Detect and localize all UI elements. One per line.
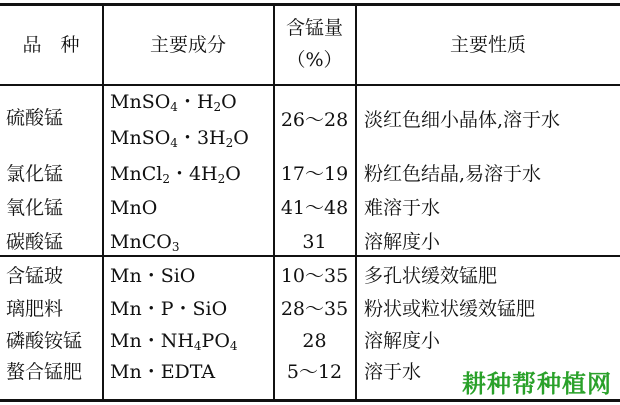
row-mn-content: 10～35 [280, 265, 349, 287]
row-property: 溶于水 [364, 361, 422, 383]
header-mn-content-unit: （%） [286, 49, 343, 71]
formula-part: O [225, 163, 241, 185]
formula-part: 4 [170, 100, 178, 114]
formula-part: 2 [162, 172, 170, 186]
formula-part: MnSO [110, 91, 171, 113]
row-mn-content: 41～48 [280, 197, 349, 219]
formula-part: 3 [171, 240, 180, 254]
formula-part: 4 [229, 339, 238, 353]
formula-part: O [221, 91, 237, 113]
row-property: 难溶于水 [364, 197, 441, 219]
row-formula [110, 230, 179, 254]
row-mn-content: 28～35 [280, 298, 349, 320]
row-formula [110, 329, 238, 353]
row-formula [110, 360, 215, 384]
formula-part: Mn・P・SiO [110, 298, 228, 320]
formula-part: Mn・EDTA [110, 361, 216, 383]
row-mn-content: 17～19 [280, 163, 349, 185]
row-variety: 碳酸锰 [6, 231, 64, 253]
header-rule [0, 84, 620, 86]
col-divider-3 [355, 5, 357, 400]
formula-part: 4 [193, 339, 202, 353]
row-property: 粉红色结晶,易溶于水 [364, 163, 542, 185]
formula-part: 2 [225, 136, 234, 150]
row-formula [110, 297, 227, 321]
row-mn-content: 26～28 [280, 109, 349, 131]
bottom-rule [0, 399, 620, 402]
header-variety: 品 种 [22, 34, 80, 56]
formula-part: ・H [177, 91, 214, 113]
header-main-component: 主要成分 [149, 34, 226, 56]
row-variety: 硫酸锰 [6, 107, 64, 129]
row-formula [110, 264, 195, 288]
formula-part: O [233, 127, 249, 149]
row-mn-content: 31 [302, 231, 327, 253]
formula-part: MnO [110, 197, 158, 219]
row-property: 淡红色细小晶体,溶于水 [364, 109, 561, 131]
row-variety: 氯化锰 [6, 163, 64, 185]
row-variety: 含锰玻 [6, 265, 64, 287]
formula-part: MnCl [110, 163, 163, 185]
row-variety: 螯合锰肥 [6, 361, 83, 383]
header-properties: 主要性质 [449, 34, 526, 56]
row-mn-content: 5～12 [286, 361, 343, 383]
row-formula [110, 90, 237, 114]
row-variety: 氧化锰 [6, 197, 64, 219]
top-rule [0, 3, 620, 6]
formula-part: MnCO [110, 231, 172, 253]
group-rule [0, 255, 620, 257]
row-mn-content: 28 [302, 330, 327, 352]
formula-part: ・3H [177, 127, 226, 149]
formula-part: 4 [170, 136, 178, 150]
formula-part: Mn・NH [110, 330, 194, 352]
formula-part: 2 [217, 172, 226, 186]
row-formula [110, 162, 241, 186]
row-formula [110, 196, 157, 220]
row-property: 多孔状缓效锰肥 [364, 265, 498, 287]
formula-part: Mn・SiO [110, 265, 196, 287]
formula-part: MnSO [110, 127, 171, 149]
row-variety: 璃肥料 [6, 298, 64, 320]
row-property: 粉状或粒状缓效锰肥 [364, 298, 536, 320]
formula-part: PO [201, 330, 230, 352]
row-variety: 磷酸铵锰 [6, 330, 83, 352]
header-mn-content: 含锰量 [285, 17, 343, 39]
col-divider-1 [102, 5, 104, 400]
row-property: 溶解度小 [364, 231, 441, 253]
formula-part: 2 [213, 100, 222, 114]
row-property: 溶解度小 [364, 330, 441, 352]
site-watermark: 耕种帮种植网 [462, 370, 612, 398]
formula-part: ・4H [169, 163, 218, 185]
row-formula [110, 126, 249, 150]
